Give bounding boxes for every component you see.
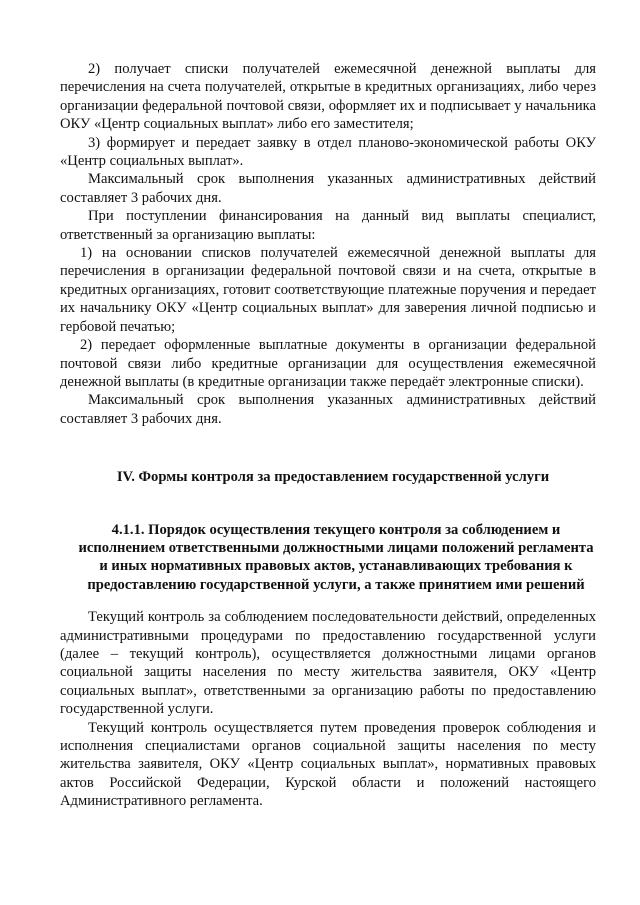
paragraph-item-2-lists: 2) получает списки получателей ежемесячной денежной выплаты для перечисления на счета получателей, открытые в кредитных организациях, либо через организации федеральной почтовой связи, оформляет их и подписывает у начальника ОКУ «Центр социальных выплат» либо его заместителя; — [60, 61, 596, 133]
section-heading: IV. Формы контроля за предоставлением государственной услуги — [116, 469, 550, 486]
paragraph-item-2-transfer: 2) передает оформленные выплатные документы в организации федеральной почтовой связи либо кредитные организации для осуществления ежемесячной денежной выплаты (в кредитные организации также передаёт электронные списки). — [60, 337, 596, 390]
paragraph-current-control-definition: Текущий контроль за соблюдением последовательности действий, определенных административными процедурами по предоставлению государственной услуги (далее – текущий контроль), осуществляется должностными лицами органов социальной защиты населения по месту жительства заявителя, ОКУ «Центр социальных выплат», ответственными за организацию работы по предоставлению государственной услуги. — [60, 609, 596, 718]
paragraph-deadline-2: Максимальный срок выполнения указанных административных действий составляет 3 рабочих дня. — [60, 392, 596, 427]
paragraph-item-3-request: 3) формирует и передает заявку в отдел планово-экономической работы ОКУ «Центр социальных выплат». — [60, 134, 596, 170]
paragraph-financing-intro: При поступлении финансирования на данный вид выплаты специалист, ответственный за организацию выплаты: — [60, 208, 596, 243]
spacer — [60, 594, 596, 608]
subsection-heading: 4.1.1. Порядок осуществления текущего контроля за соблюдением и исполнением ответственными должностными лицами положений регламента и иных нормативных правовых актов, устанавливающих требования к предоставлению государственной услуги, а также принятием ими решений — [78, 521, 594, 593]
paragraph-item-1-orders: 1) на основании списков получателей ежемесячной денежной выплаты для перечисления в организации федеральной почтовой связи и на счета, открытые в кредитных организациях, готовит соответствующие платежные поручения и передает их начальнику ОКУ «Центр социальных выплат» для заверения личной подписью и гербовой печатью; — [60, 245, 596, 335]
paragraph-current-control-method: Текущий контроль осуществляется путем проведения проверок соблюдения и исполнения специалистами органов социальной защиты населения по месту жительства заявителя, ОКУ «Центр социальных выплат», нормативных правовых актов Российской Федерации, Курской области и положений настоящего Административного регламента. — [60, 719, 596, 810]
paragraph-deadline-1: Максимальный срок выполнения указанных административных действий составляет 3 рабочих дня. — [60, 171, 596, 206]
